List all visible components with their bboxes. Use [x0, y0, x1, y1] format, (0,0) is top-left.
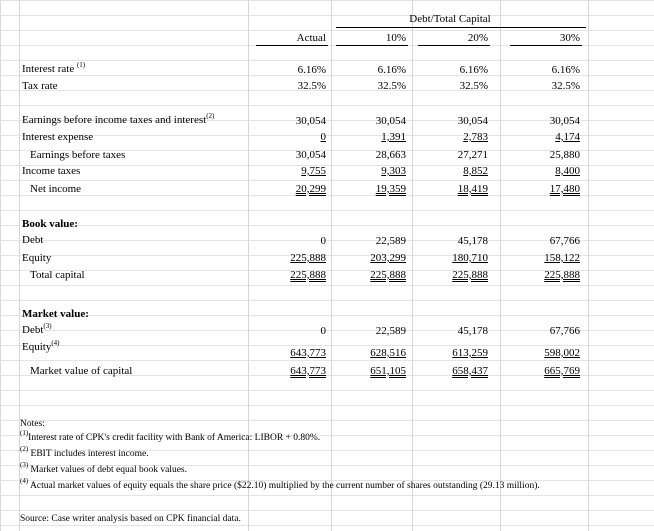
- header-underline: [510, 45, 582, 46]
- notes-title: Notes:: [20, 419, 45, 429]
- grid-column-line: [248, 0, 249, 531]
- cell: 598,002: [544, 347, 580, 359]
- cell: 225,888: [544, 269, 580, 281]
- cell: 225,888: [290, 269, 326, 281]
- cell: 32.5%: [551, 80, 580, 92]
- cell: 30,054: [295, 149, 326, 161]
- cell: 22,589: [375, 235, 406, 247]
- cell: 9,303: [381, 165, 406, 177]
- row-label-tax-rate: Tax rate: [22, 80, 58, 92]
- cell: 18,419: [457, 183, 488, 195]
- cell: 9,755: [301, 165, 326, 177]
- column-header-30pct: 30%: [559, 32, 580, 44]
- row-label-total-capital: Total capital: [30, 269, 85, 281]
- row-label-ebt: Earnings before taxes: [30, 149, 126, 161]
- cell: 658,437: [452, 365, 488, 377]
- cell: 45,178: [457, 235, 488, 247]
- cell: 67,766: [549, 235, 580, 247]
- cell: 30,054: [457, 115, 488, 127]
- cell: 4,174: [555, 131, 580, 143]
- cell: 628,516: [370, 347, 406, 359]
- cell: 180,710: [452, 252, 488, 264]
- cell: 6.16%: [377, 64, 406, 76]
- header-underline: [418, 45, 490, 46]
- cell: 19,359: [375, 183, 406, 195]
- cell: 8,852: [463, 165, 488, 177]
- row-label-interest-expense: Interest expense: [22, 131, 94, 143]
- cell: 20,299: [295, 183, 326, 195]
- cell: 25,880: [549, 149, 580, 161]
- cell: 613,259: [452, 347, 488, 359]
- row-label-interest-rate: Interest rate $^{(1)}$: [22, 61, 86, 75]
- cell: 6.16%: [459, 64, 488, 76]
- cell: 30,054: [295, 115, 326, 127]
- cell: 643,773: [290, 365, 326, 377]
- cell: 225,888: [370, 269, 406, 281]
- cell: 203,299: [370, 252, 406, 264]
- column-header-10pct: 10%: [385, 32, 406, 44]
- cell: 32.5%: [377, 80, 406, 92]
- cell: 17,480: [549, 183, 580, 195]
- grid-column-line: [500, 0, 501, 531]
- cell: 32.5%: [297, 80, 326, 92]
- cell: 28,663: [375, 149, 406, 161]
- cell: 0: [320, 325, 326, 337]
- header-group-label: Debt/Total Capital: [409, 13, 491, 25]
- grid-column-line: [331, 0, 332, 531]
- cell: 32.5%: [459, 80, 488, 92]
- row-label-market-equity: Equity$^{(4)}$: [22, 339, 60, 353]
- grid-column-line: [412, 0, 413, 531]
- cell: 6.16%: [551, 64, 580, 76]
- cell: 67,766: [549, 325, 580, 337]
- note-item: $^{(4)}$ Actual market values of equity equals the share price ($22.10) multiplied by the current number of shares outstanding (29.13 million).: [20, 477, 540, 491]
- cell: 6.16%: [297, 64, 326, 76]
- row-label-book-equity: Equity: [22, 252, 52, 264]
- row-label-market-capital: Market value of capital: [30, 365, 133, 377]
- column-header-actual: Actual: [296, 32, 326, 44]
- grid-column-line: [588, 0, 589, 531]
- note-item: $^{(3)}$ Market values of debt equal book values.: [20, 461, 187, 475]
- column-header-20pct: 20%: [467, 32, 488, 44]
- section-heading-book-value: Book value:: [22, 218, 78, 230]
- cell: 158,122: [544, 252, 580, 264]
- header-underline: [256, 45, 328, 46]
- cell: 643,773: [290, 347, 326, 359]
- cell: 651,105: [370, 365, 406, 377]
- row-label-net-income: Net income: [30, 183, 82, 195]
- section-heading-market-value: Market value:: [22, 308, 89, 320]
- cell: 0: [320, 235, 326, 247]
- cell: 22,589: [375, 325, 406, 337]
- note-item: $^{(1)}$Interest rate of CPK's credit facility with Bank of America: LIBOR + 0.80%.: [20, 429, 321, 443]
- cell: 225,888: [452, 269, 488, 281]
- cell: 27,271: [457, 149, 488, 161]
- cell: 0: [320, 131, 326, 143]
- header-underline: [336, 45, 408, 46]
- row-label-ebit: Earnings before income taxes and interest$^{(2)}$: [22, 112, 215, 126]
- row-label-income-taxes: Income taxes: [22, 165, 81, 177]
- cell: 8,400: [555, 165, 580, 177]
- cell: 2,783: [463, 131, 488, 143]
- note-item: $^{(2)}$ EBIT includes interest income.: [20, 445, 149, 459]
- cell: 1,391: [381, 131, 406, 143]
- header-group-rule: [336, 27, 586, 28]
- cell: 45,178: [457, 325, 488, 337]
- source-note: Source: Case writer analysis based on CPK financial data.: [20, 514, 241, 524]
- cell: 30,054: [375, 115, 406, 127]
- cell: 30,054: [549, 115, 580, 127]
- cell: 225,888: [290, 252, 326, 264]
- row-label-market-debt: Debt$^{(3)}$: [22, 322, 52, 336]
- cell: 665,769: [544, 365, 580, 377]
- row-label-book-debt: Debt: [22, 234, 44, 246]
